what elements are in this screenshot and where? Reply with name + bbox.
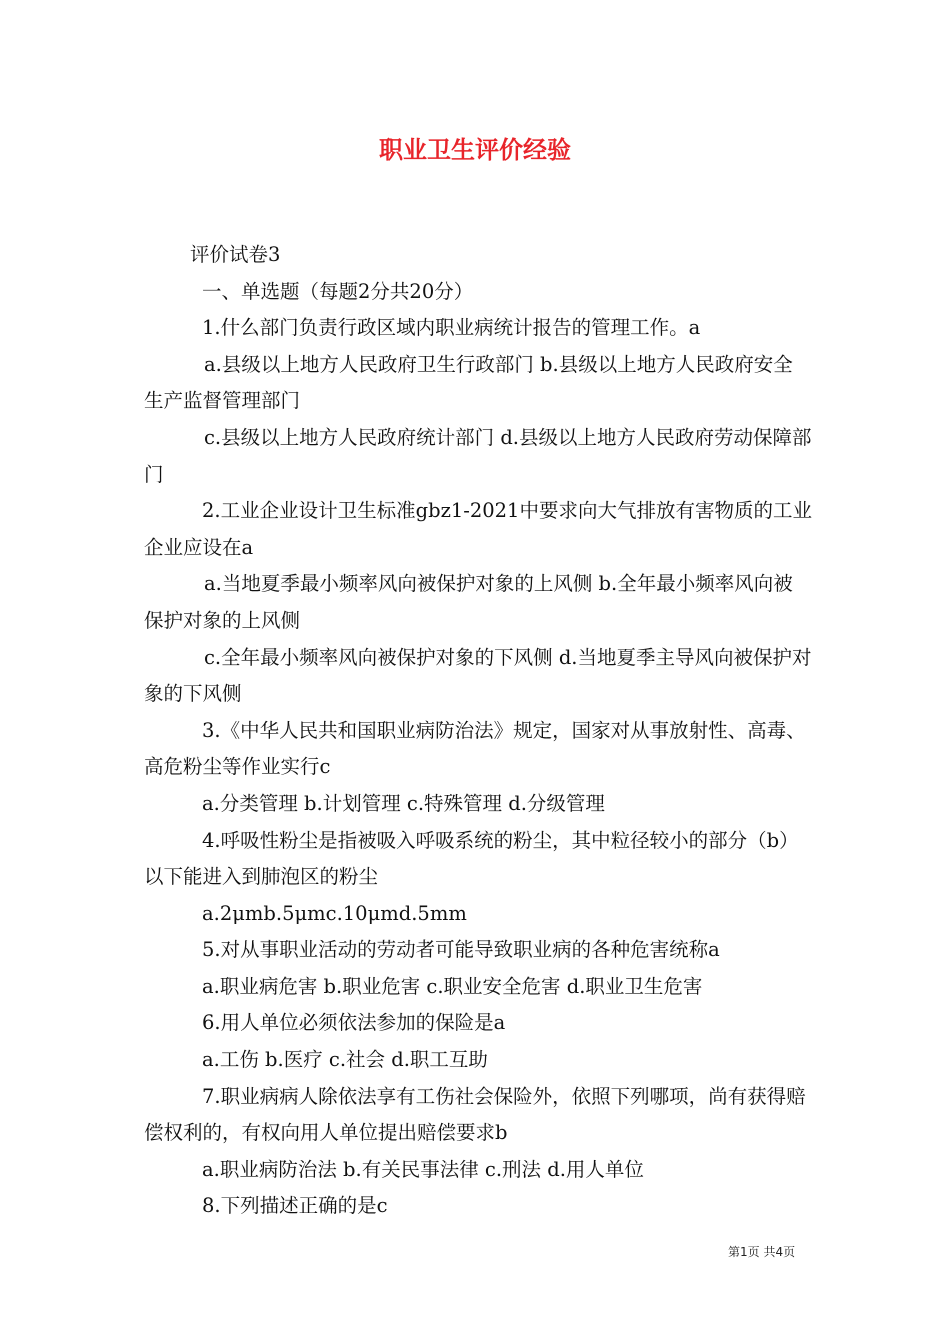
paragraph: c.全年最小频率风向被保护对象的下风侧 d.当地夏季主导风向被保护对象的下风侧: [144, 645, 812, 706]
document-title: 职业卫生评价经验: [379, 135, 571, 164]
paragraph: 评价试卷3: [190, 243, 281, 266]
paragraph: 3.《中华人民共和国职业病防治法》规定，国家对从事放射性、高毒、高危粉尘等作业实行c: [144, 718, 806, 779]
page-footer: 第1页 共4页: [728, 1245, 796, 1259]
paragraph: 7.职业病病人除依法享有工伤社会保险外，依照下列哪项，尚有获得赔偿权利的，有权向用人单位提出赔偿要求b: [144, 1084, 806, 1145]
paragraph: a.职业病防治法 b.有关民事法律 c.刑法 d.用人单位: [202, 1157, 644, 1181]
paragraph: c.县级以上地方人民政府统计部门 d.县级以上地方人民政府劳动保障部门: [144, 425, 812, 486]
paragraph: 1.什么部门负责行政区域内职业病统计报告的管理工作。a: [202, 316, 701, 340]
paragraph: 一、单选题（每题2分共20分）: [202, 279, 474, 303]
document-body: [144, 237, 812, 1225]
paragraph: 2.工业企业设计卫生标准gbz1-2021中要求向大气排放有害物质的工业企业应设在a: [144, 499, 812, 559]
paragraph: a.职业病危害 b.职业危害 c.职业安全危害 d.职业卫生危害: [202, 974, 703, 998]
paragraph: a.2μmb.5μmc.10μmd.5mm: [202, 901, 467, 925]
paragraph: 8.下列描述正确的是c: [202, 1194, 388, 1218]
paragraph: a.工伤 b.医疗 c.社会 d.职工互助: [202, 1048, 488, 1072]
paragraph: a.分类管理 b.计划管理 c.特殊管理 d.分级管理: [202, 791, 605, 815]
paragraph: 4.呼吸性粉尘是指被吸入呼吸系统的粉尘，其中粒径较小的部分（b）以下能进入到肺泡区的粉尘: [144, 828, 799, 889]
paragraph: a.县级以上地方人民政府卫生行政部门 b.县级以上地方人民政府安全生产监督管理部门: [144, 352, 793, 413]
paragraph: a.当地夏季最小频率风向被保护对象的上风侧 b.全年最小频率风向被保护对象的上风侧: [144, 572, 793, 632]
paragraph: 6.用人单位必须依法参加的保险是a: [202, 1011, 506, 1035]
paragraph: 5.对从事职业活动的劳动者可能导致职业病的各种危害统称a: [202, 938, 720, 962]
